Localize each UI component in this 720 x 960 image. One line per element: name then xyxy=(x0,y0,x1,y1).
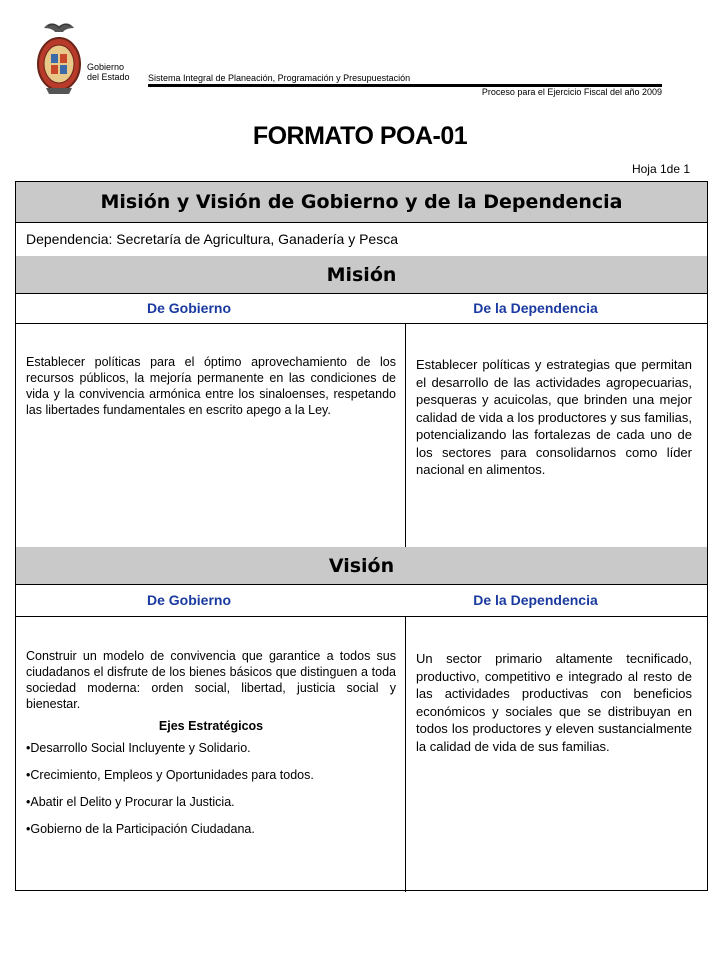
government-label-line2: del Estado xyxy=(87,72,130,82)
vision-col-dependencia: De la Dependencia xyxy=(473,592,598,608)
vision-gobierno-text: Construir un modelo de convivencia que garantice a todos sus ciudadanos el disfrute de los bienes básicos que distinguen a toda sociedad moderna: orden social, libertad, justicia social y bienestar. xyxy=(26,649,396,711)
mision-dependencia-text: Establecer políticas y estrategias que permitan el desarrollo de las actividades agropecuarias, pesqueras y acuicolas, que brinden una mejor calidad de vida a los productores y sus familias, potencializando las fortalezas de cada uno de los sectores para consolidarnos como líder nacional en alimentos. xyxy=(416,357,692,477)
eje-item: •Desarrollo Social Incluyente y Solidario. xyxy=(26,741,251,755)
vision-column-headers xyxy=(16,584,707,617)
mision-divider xyxy=(405,323,406,547)
ejes-title: Ejes Estratégicos xyxy=(158,719,264,733)
document-title: FORMATO POA-01 xyxy=(252,122,468,150)
eje-item: •Abatir el Delito y Procurar la Justicia. xyxy=(26,795,235,809)
mision-column-headers xyxy=(16,293,707,324)
mission-vision-table xyxy=(15,181,708,891)
mision-col-dependencia: De la Dependencia xyxy=(473,300,598,316)
dependency-row xyxy=(16,222,707,257)
page-count: Hoja 1de 1 xyxy=(631,162,690,176)
vision-dependencia-text: Un sector primario altamente tecnificado, productivo, competitivo e integrado al resto de las actividades productivas con beneficios económicos y sociales que se distribuyan en todos los productores y eleven sustancialmente la calidad de vida de sus familias. xyxy=(416,651,692,754)
government-label xyxy=(87,62,130,82)
eje-item: •Crecimiento, Empleos y Oportunidades para todos. xyxy=(26,768,314,782)
eje-item: •Gobierno de la Participación Ciudadana. xyxy=(26,822,255,836)
system-title: Sistema Integral de Planeación, Programación y Presupuestación xyxy=(148,73,411,83)
mision-heading: Misión xyxy=(16,256,707,294)
mision-col-gobierno: De Gobierno xyxy=(146,300,231,316)
vision-heading: Visión xyxy=(16,547,707,585)
main-heading: Misión y Visión de Gobierno y de la Dependencia xyxy=(16,182,707,223)
vision-divider xyxy=(405,616,406,892)
process-label: Proceso para el Ejercicio Fiscal del año 2009 xyxy=(481,87,662,97)
state-coat-of-arms-icon xyxy=(36,18,82,96)
government-label-line1: Gobierno xyxy=(87,62,125,72)
dependency-label: Dependencia: Secretaría de Agricultura, Ganadería y Pesca xyxy=(26,231,398,247)
vision-gobierno-cell xyxy=(26,648,396,848)
vision-col-gobierno: De Gobierno xyxy=(146,592,231,608)
mision-gobierno-text: Establecer políticas para el óptimo aprovechamiento de los recursos públicos, la mejoría permanente en las condiciones de vida y la convivencia armónica entre los sinaloenses, respetando las libertades fundamentales en escrito apego a la Ley. xyxy=(26,355,396,417)
